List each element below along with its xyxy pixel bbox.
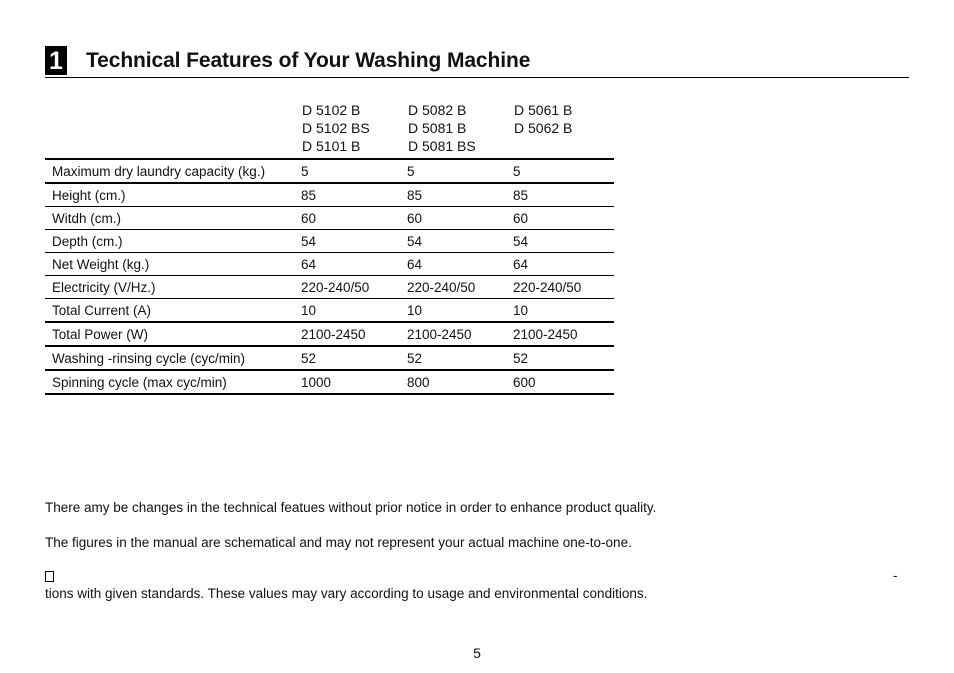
model-name: D 5061 B [514, 102, 573, 118]
spec-value: 10 [301, 299, 407, 323]
spec-value: 800 [407, 370, 513, 394]
spec-value: 600 [513, 370, 614, 394]
spec-value: 54 [513, 230, 614, 253]
spec-value: 52 [407, 346, 513, 370]
model-name: D 5062 B [514, 120, 573, 136]
spec-label: Witdh (cm.) [45, 207, 301, 230]
spec-value: 10 [513, 299, 614, 323]
figures-notice: The figures in the manual are schematical and may not represent your actual machine one-to-one. [45, 535, 632, 550]
table-row [45, 183, 614, 207]
model-name: D 5101 B [302, 138, 361, 154]
table-row [45, 207, 614, 230]
spec-value: 220-240/50 [301, 276, 407, 299]
spec-value: 64 [407, 253, 513, 276]
spec-value: 2100-2450 [301, 322, 407, 346]
spec-value: 1000 [301, 370, 407, 394]
spec-label: Electricity (V/Hz.) [45, 276, 301, 299]
table-row [45, 322, 614, 346]
model-name: D 5102 B [302, 102, 361, 118]
spec-value: 52 [513, 346, 614, 370]
spec-value: 60 [301, 207, 407, 230]
page-title: Technical Features of Your Washing Machine [86, 49, 531, 72]
spec-label: Net Weight (kg.) [45, 253, 301, 276]
spec-label: Depth (cm.) [45, 230, 301, 253]
specs-table [45, 158, 614, 395]
spec-label: Washing -rinsing cycle (cyc/min) [45, 346, 301, 370]
spec-value: 2100-2450 [513, 322, 614, 346]
section-header [45, 46, 909, 78]
spec-value: 85 [513, 183, 614, 207]
spec-value: 54 [407, 230, 513, 253]
spec-label: Total Current (A) [45, 299, 301, 323]
spec-value: 5 [513, 159, 614, 183]
conditions-notice: tions with given standards. These values may vary according to usage and environmental conditions. [45, 586, 648, 601]
model-name: D 5082 B [408, 102, 467, 118]
spec-value: 10 [407, 299, 513, 323]
model-name: D 5102 BS [302, 120, 370, 136]
spec-value: 2100-2450 [407, 322, 513, 346]
spec-label: Total Power (W) [45, 322, 301, 346]
table-row [45, 253, 614, 276]
spec-value: 52 [301, 346, 407, 370]
spec-value: 64 [301, 253, 407, 276]
table-row [45, 159, 614, 183]
spec-value: 85 [407, 183, 513, 207]
hyphen-mark: - [893, 568, 898, 583]
spec-value: 5 [301, 159, 407, 183]
spec-value: 60 [407, 207, 513, 230]
quality-notice: There amy be changes in the technical featues without prior notice in order to enhance product quality. [45, 500, 657, 515]
table-row [45, 370, 614, 394]
spec-value: 220-240/50 [513, 276, 614, 299]
spec-value: 85 [301, 183, 407, 207]
spec-label: Spinning cycle (max cyc/min) [45, 370, 301, 394]
model-column-2 [408, 101, 476, 155]
section-number-badge: 1 [45, 46, 67, 75]
spec-value: 60 [513, 207, 614, 230]
table-row [45, 346, 614, 370]
spec-value: 5 [407, 159, 513, 183]
missing-glyph-box [45, 571, 54, 582]
spec-value: 220-240/50 [407, 276, 513, 299]
model-column-1 [302, 101, 370, 155]
model-name: D 5081 BS [408, 138, 476, 154]
table-row [45, 299, 614, 323]
model-column-3 [514, 101, 572, 137]
spec-label: Height (cm.) [45, 183, 301, 207]
table-row [45, 230, 614, 253]
page-number: 5 [473, 645, 481, 661]
table-row [45, 276, 614, 299]
spec-value: 54 [301, 230, 407, 253]
model-name: D 5081 B [408, 120, 467, 136]
spec-label: Maximum dry laundry capacity (kg.) [45, 159, 301, 183]
spec-value: 64 [513, 253, 614, 276]
